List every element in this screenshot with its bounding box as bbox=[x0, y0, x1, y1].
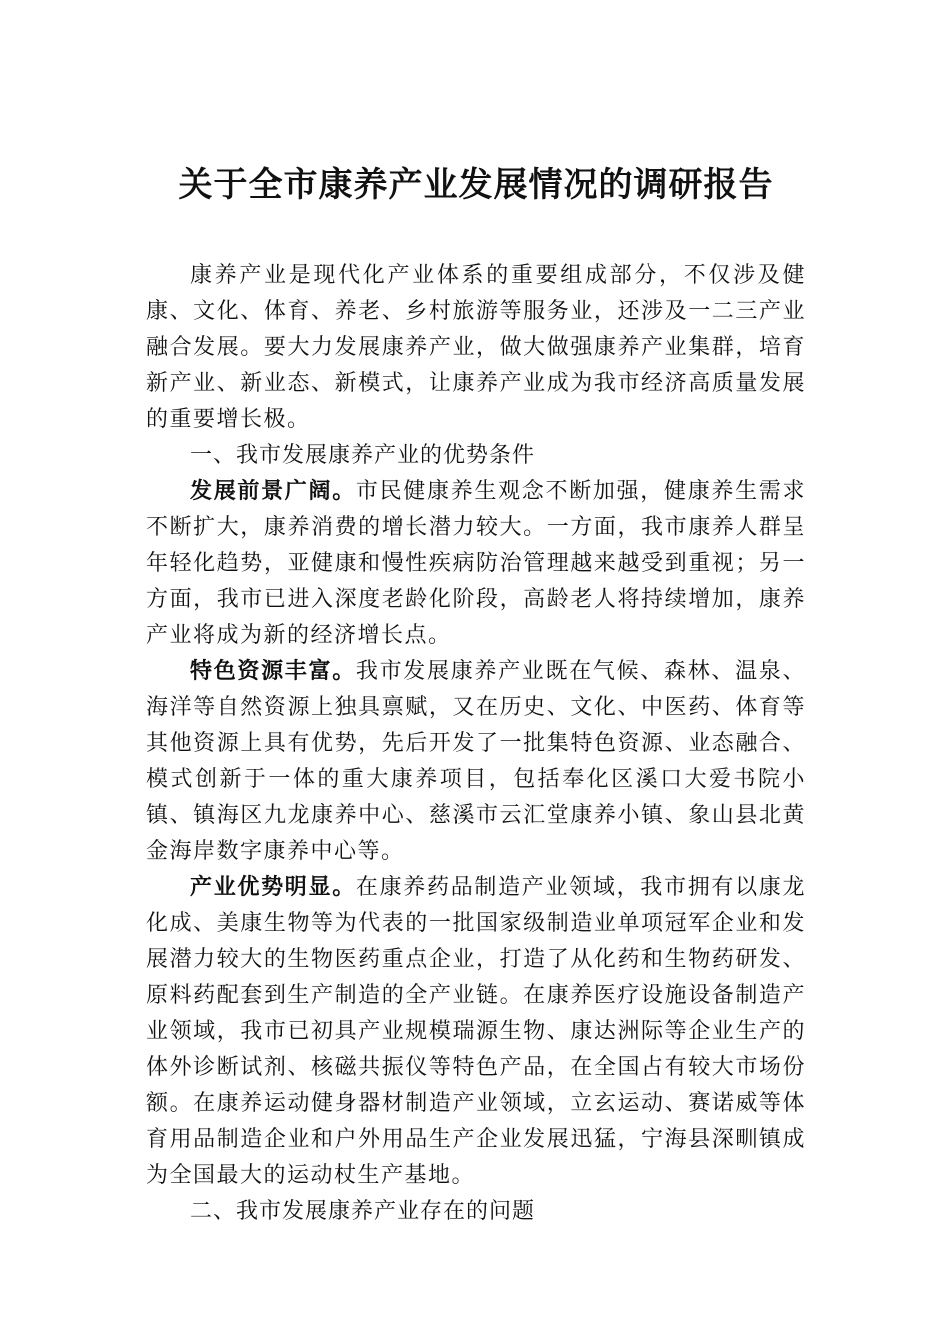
paragraph-lead: 发展前景广阔。 bbox=[190, 479, 356, 504]
section-1-heading: 一、我市发展康养产业的优势条件 bbox=[190, 443, 536, 468]
paragraph-body: 在康养药品制造产业领域，我市拥有以康龙化成、美康生物等为代表的一批国家级制造业单项冠军企业和发展潜力较大的生物医药重点企业，打造了从化药和生物药研发、原料药配套到生产制造的全产业链。在康养医疗设施设备制造产业领域，我市已初具产业规模瑞源生物、康达洲际等企业生产的体外诊断试剂、核磁共振仪等特色产品，在全国占有较大市场份额。在康养运动健身器材制造产业领域，立玄运动、赛诺威等体育用品制造企业和户外用品生产企业发展迅猛，宁海县深甽镇成为全国最大的运动杖生产基地。 bbox=[146, 875, 806, 1188]
paragraph-body: 市民健康养生观念不断加强，健康养生需求不断扩大，康养消费的增长潜力较大。一方面，我市康养人群呈年轻化趋势，亚健康和慢性疾病防治管理越来越受到重视；另一方面，我市已进入深度老龄化阶段，高龄老人将持续增加，康养产业将成为新的经济增长点。 bbox=[146, 479, 806, 648]
intro-paragraph: 康养产业是现代化产业体系的重要组成部分，不仅涉及健康、文化、体育、养老、乡村旅游等服务业，还涉及一二三产业融合发展。要大力发展康养产业，做大做强康养产业集群，培育新产业、新业态、新模式，让康养产业成为我市经济高质量发展的重要增长极。 bbox=[146, 263, 806, 432]
document-title: 关于全市康养产业发展情况的调研报告 bbox=[178, 165, 774, 205]
paragraph-lead: 特色资源丰富。 bbox=[190, 659, 356, 684]
paragraph-resources bbox=[146, 654, 806, 870]
paragraph-body: 我市发展康养产业既在气候、森林、温泉、海洋等自然资源上独具禀赋，又在历史、文化、中医药、体育等其他资源上具有优势，先后开发了一批集特色资源、业态融合、模式创新于一体的重大康养项目，包括奉化区溪口大爱书院小镇、镇海区九龙康养中心、慈溪市云汇堂康养小镇、象山县北黄金海岸数字康养中心等。 bbox=[146, 659, 806, 864]
document-page bbox=[146, 150, 806, 1230]
section-2-heading: 二、我市发展康养产业存在的问题 bbox=[190, 1199, 536, 1224]
paragraph-prospects bbox=[146, 474, 806, 654]
paragraph-lead: 产业优势明显。 bbox=[190, 875, 356, 900]
paragraph-industry bbox=[146, 870, 806, 1194]
